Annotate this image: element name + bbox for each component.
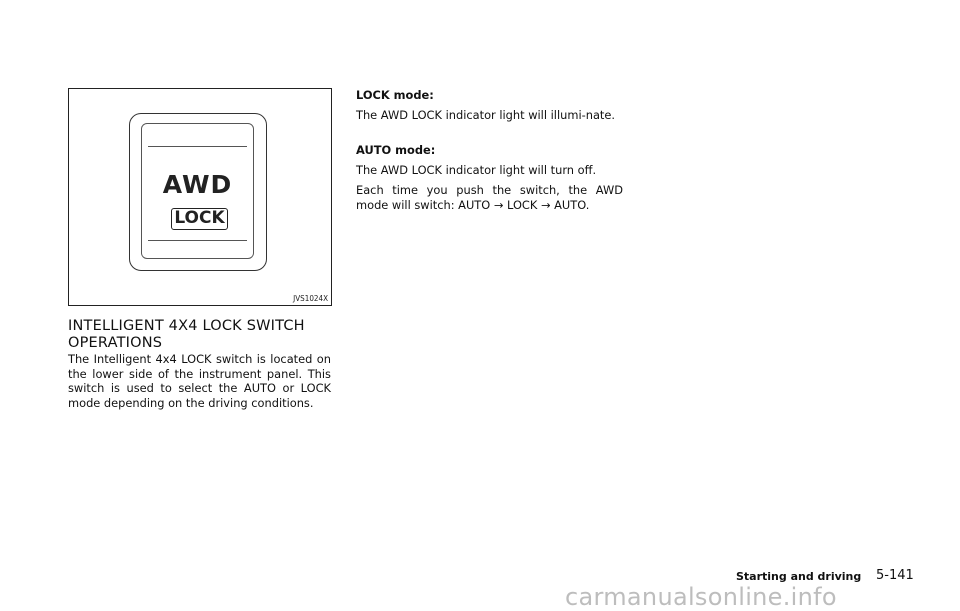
switch-button	[141, 123, 254, 259]
switch-top-line	[148, 146, 247, 147]
awd-label: AWD	[162, 170, 233, 199]
lock-mode-heading: LOCK mode:	[356, 88, 434, 102]
page-number: 5-141	[876, 568, 914, 583]
figure-code: JVS1024X	[293, 294, 328, 303]
intro-paragraph: The Intelligent 4x4 LOCK switch is located on the lower side of the instrument panel. This switch is used to select the AUTO or LOCK mode depending on the driving conditions.	[68, 352, 331, 410]
auto-mode-heading: AUTO mode:	[356, 143, 436, 157]
switch-bezel	[129, 113, 267, 271]
footer-section-title: Starting and driving	[736, 570, 862, 583]
lock-mode-text: The AWD LOCK indicator light will illumi-nate.	[356, 108, 616, 122]
lock-indicator: LOCK	[171, 208, 228, 230]
awd-switch-illustration	[68, 88, 332, 306]
switch-bottom-line	[148, 240, 247, 241]
auto-mode-text: The AWD LOCK indicator light will turn off.	[356, 163, 597, 177]
switch-sequence-text: Each time you push the switch, the AWD mode will switch: AUTO → LOCK → AUTO.	[356, 183, 623, 212]
watermark: carmanualsonline.info	[565, 583, 837, 611]
section-heading: INTELLIGENT 4X4 LOCK SWITCH OPERATIONS	[68, 318, 305, 351]
